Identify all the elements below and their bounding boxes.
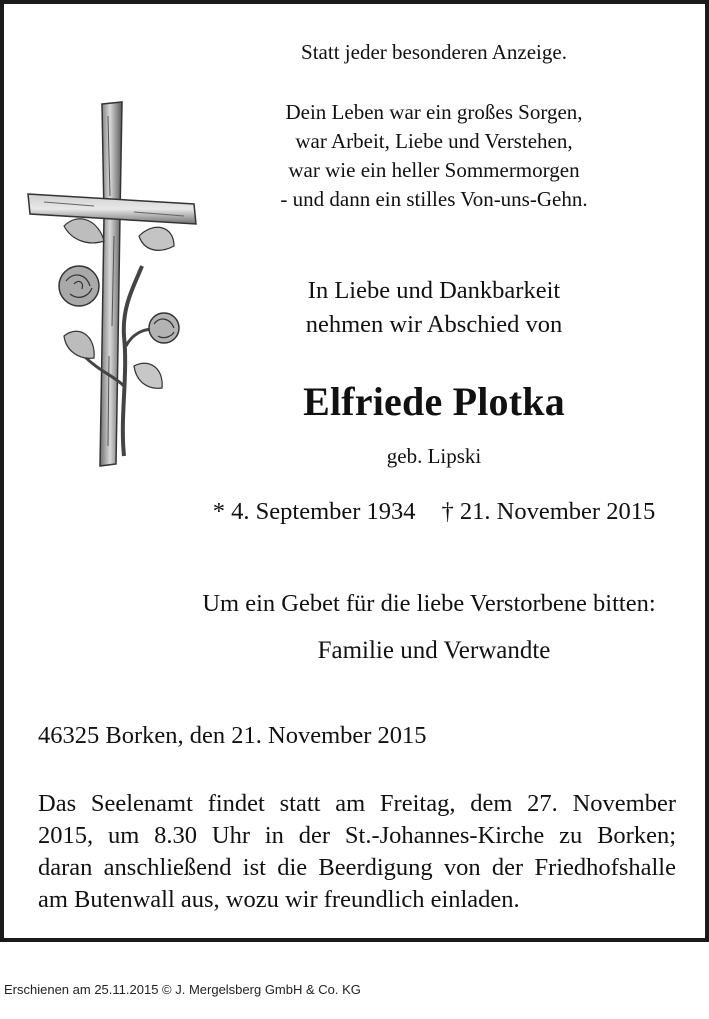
funeral-info-line: am Butenwall aus, wozu wir freundlich einladen. xyxy=(38,886,520,913)
maiden-name: geb. Lipski xyxy=(386,444,482,468)
farewell-line: In Liebe und Dankbarkeit xyxy=(307,277,561,304)
publication-footer: Erschienen am 25.11.2015 © J. Mergelsberg GmbH & Co. KG xyxy=(4,982,361,997)
life-dates xyxy=(174,498,694,526)
farewell-line: nehmen wir Abschied von xyxy=(305,311,563,338)
funeral-info-line: 2015, um 8.30 Uhr in der St.-Johannes-Kirche zu Borken; xyxy=(38,822,676,849)
death-date: † 21. November 2015 xyxy=(441,498,656,525)
poem-line: - und dann ein stilles Von-uns-Gehn. xyxy=(280,187,588,211)
family-signature: Familie und Verwandte xyxy=(317,637,551,664)
poem-line: Dein Leben war ein großes Sorgen, xyxy=(285,100,583,124)
deceased-name: Elfriede Plotka xyxy=(303,379,565,424)
funeral-info xyxy=(38,788,676,916)
prayer-request: Um ein Gebet für die liebe Verstorbene bitten: xyxy=(202,590,656,617)
poem xyxy=(184,98,684,214)
poem-line: war wie ein heller Sommermorgen xyxy=(288,158,580,182)
intro-line: Statt jeder besonderen Anzeige. xyxy=(301,40,567,64)
place-date: 46325 Borken, den 21. November 2015 xyxy=(38,722,427,749)
funeral-info-line: daran anschließend ist die Beerdigung von der Friedhofshalle xyxy=(38,854,676,881)
funeral-info-line: Das Seelenamt findet statt am Freitag, dem 27. November xyxy=(38,790,676,817)
birth-date: * 4. September 1934 xyxy=(212,498,416,525)
poem-line: war Arbeit, Liebe und Verstehen, xyxy=(295,129,573,153)
farewell-text xyxy=(184,274,684,342)
